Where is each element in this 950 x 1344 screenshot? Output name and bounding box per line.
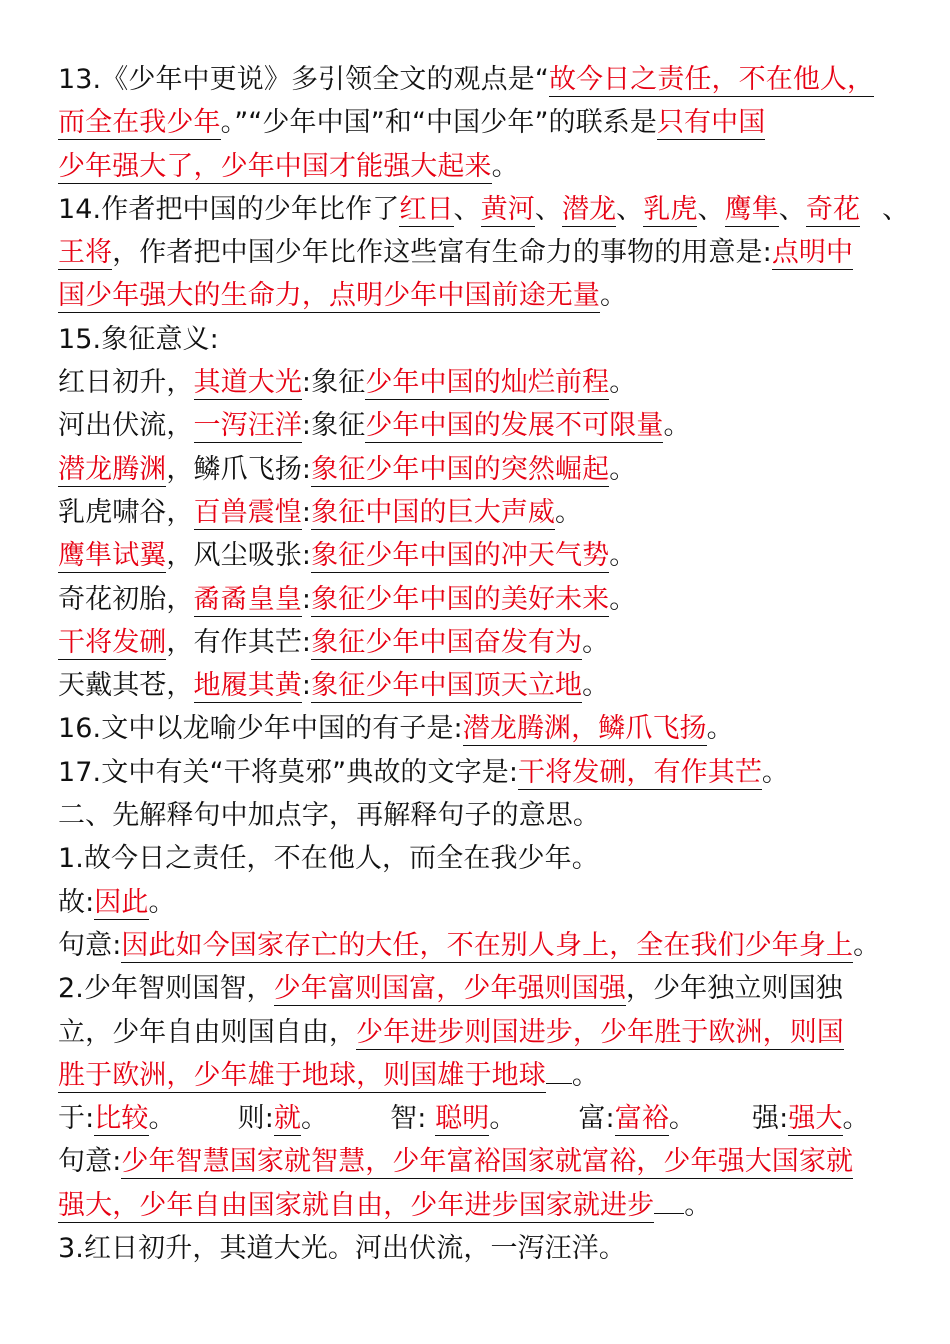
s2-meaning-line-2 — [58, 1184, 894, 1227]
s2-word-answer: 比较 — [94, 1103, 149, 1135]
q13-line-1 — [58, 58, 894, 101]
s1-meaning-answer: 因此如今国家存亡的大任，不在别人身上，全在我们少年身上 — [121, 929, 854, 961]
s2-text-2: ，少年独立则国独 — [625, 973, 843, 1005]
q16-line — [58, 707, 894, 750]
q17-end: 。 — [761, 756, 790, 788]
q14-answer-part-2: 国少年强大的生命力，点明少年中国前途无量 — [58, 280, 600, 312]
q15-end: 。 — [609, 540, 637, 572]
s2-word-answer: 强大 — [788, 1103, 843, 1135]
q13-prompt-2: 。”“少年中国”和“中国少年”的联系是 — [220, 107, 657, 139]
q15-phrase-b: 百兽震惶 — [193, 496, 302, 528]
q15-colon: : — [301, 626, 312, 658]
q14-sep: 、 — [778, 193, 806, 225]
q13-end: 。 — [491, 150, 519, 182]
q14-sep: 、 — [616, 193, 644, 225]
q14-item: 王将 — [58, 237, 113, 269]
s1-word-label: 故: — [58, 886, 95, 918]
q13-answer-2-part-2: 少年强大了，少年中国才能强大起来 — [58, 150, 492, 182]
q14-line-2 — [58, 231, 894, 274]
s3-sentence: 3.红日初升，其道大光。河出伏流，一泻汪洋。 — [58, 1233, 626, 1265]
s2-word-label: 富: — [578, 1103, 615, 1135]
s1-meaning-label: 句意: — [58, 929, 122, 961]
q15-comma: ， — [166, 626, 194, 658]
q15-meaning: 象征中国的巨大声威 — [311, 496, 556, 528]
q15-comma: ， — [166, 540, 194, 572]
q15-phrase-b: 鳞爪飞扬 — [193, 453, 302, 485]
q17-answer: 干将发硎，有作其芒 — [518, 756, 762, 788]
s2-text: 2.少年智则国智， — [58, 973, 274, 1005]
q14-sep: 、 — [697, 193, 725, 225]
q15-comma: ， — [166, 367, 194, 399]
q15-meaning: 少年中国的灿烂前程 — [365, 367, 610, 399]
s1-meaning-line — [58, 924, 894, 967]
s2-word-answer: 就 — [273, 1103, 302, 1135]
q15-colon: : — [301, 670, 312, 702]
q15-row — [58, 664, 894, 707]
s2-meaning-end: 。 — [684, 1189, 712, 1221]
s2-meaning-line-1 — [58, 1140, 894, 1183]
q15-symbol-word: 象征 — [311, 410, 366, 442]
s2-answer-blank — [546, 1082, 572, 1084]
q15-comma: ， — [166, 496, 194, 528]
q15-phrase-a: 乳虎啸谷 — [58, 496, 167, 528]
q15-end: 。 — [609, 453, 637, 485]
s2-word-end: 。 — [668, 1103, 697, 1135]
q15-meaning: 少年中国的发展不可限量 — [365, 410, 664, 442]
s2-line-2 — [58, 1011, 894, 1054]
q15-comma: ， — [166, 670, 194, 702]
q15-colon: : — [301, 583, 312, 615]
q15-phrase-a: 鹰隼试翼 — [58, 540, 167, 572]
q14-sep: 、 — [453, 193, 481, 225]
s2-answer-part-1: 少年富则国富，少年强则国强 — [273, 973, 626, 1005]
s2-word-label: 于: — [58, 1103, 95, 1135]
s2-text-3: 立，少年自由则国自由， — [58, 1016, 357, 1048]
q15-phrase-b: 一泻汪洋 — [193, 410, 302, 442]
s2-meaning-blank — [654, 1212, 684, 1214]
s2-meaning-part-1: 少年智慧国家就智慧，少年富裕国家就富裕，少年强大国家就 — [121, 1146, 854, 1178]
s1-word-line — [58, 881, 894, 924]
q15-end: 。 — [609, 583, 637, 615]
s2-word-answer: 聪明 — [435, 1103, 490, 1135]
q15-colon: : — [301, 496, 312, 528]
s1-sentence: 1.故今日之责任，不在他人，而全在我少年。 — [58, 843, 599, 875]
q14-sep: 、 — [882, 193, 910, 225]
q13-line-3 — [58, 145, 894, 188]
q14-prompt: 14.作者把中国的少年比作了 — [58, 193, 400, 225]
q15-comma: ， — [166, 583, 194, 615]
q16-prompt: 16.文中以龙喻少年中国的有子是: — [58, 713, 463, 745]
q14-item: 乳虎 — [643, 193, 698, 225]
q14-line-1 — [58, 188, 910, 231]
q15-phrase-a: 干将发硎 — [58, 626, 167, 658]
q14-sep: 、 — [534, 193, 562, 225]
q14-item: 奇花 — [805, 193, 861, 225]
s2-word-label: 智: — [390, 1103, 436, 1135]
q13-answer-part-1: 故今日之责任，不在他人， — [548, 64, 875, 95]
q15-meaning: 象征少年中国的美好未来 — [311, 583, 610, 615]
q17-prompt: 17.文中有关“干将莫邪”典故的文字是: — [58, 756, 519, 788]
q14-item: 黄河 — [480, 193, 535, 225]
q14-answer-part-1: 点明中 — [771, 237, 854, 269]
s2-meaning-label: 句意: — [58, 1146, 122, 1178]
s2-line-3 — [58, 1054, 894, 1097]
q13-prompt: 13.《少年中更说》多引领全文的观点是“ — [58, 64, 549, 95]
q15-row — [58, 578, 894, 621]
q17-line — [58, 751, 894, 794]
q15-colon: : — [301, 367, 312, 399]
q15-colon: : — [301, 410, 312, 442]
s2-word-label: 强: — [752, 1103, 789, 1135]
q14-item: 红日 — [399, 193, 454, 225]
s2-answer-part-2: 少年进步则国进步，少年胜于欧洲，则国 — [356, 1016, 844, 1048]
q15-phrase-b: 其道大光 — [193, 367, 302, 399]
s2-word-end: 。 — [301, 1103, 329, 1135]
q13-line-2 — [58, 101, 894, 144]
q15-end: 。 — [663, 410, 691, 442]
q13-answer-part-2: 而全在我少年 — [58, 107, 221, 139]
s2-word-end: 。 — [148, 1103, 176, 1135]
s2-answer-part-3: 胜于欧洲，少年雄于地球，则国雄于地球 — [58, 1059, 546, 1091]
s2-meaning-part-2: 强大，少年自由国家就自由，少年进步国家就进步 — [58, 1189, 655, 1221]
q15-phrase-a: 奇花初胎 — [58, 583, 167, 615]
q15-row — [58, 621, 894, 664]
s1-word-end: 。 — [148, 886, 176, 918]
q15-symbol-word: 象征 — [311, 367, 366, 399]
q15-phrase-b: 风尘吸张 — [193, 540, 302, 572]
s2-end: 。 — [571, 1059, 599, 1091]
q15-colon: : — [301, 453, 312, 485]
q15-meaning: 象征少年中国奋发有为 — [311, 626, 583, 658]
q15-title: 15.象征意义: — [58, 323, 219, 355]
s1-meaning-end: 。 — [853, 929, 881, 961]
q15-meaning: 象征少年中国顶天立地 — [311, 670, 583, 702]
q14-item: 鹰隼 — [724, 193, 779, 225]
q14-end: 。 — [600, 280, 628, 312]
s2-word-label: 则: — [237, 1103, 274, 1135]
q15-end: 。 — [582, 626, 610, 658]
q15-row — [58, 361, 894, 404]
q15-phrase-b: 地履其黄 — [193, 670, 302, 702]
q15-meaning: 象征少年中国的突然崛起 — [311, 453, 610, 485]
q15-phrase-b: 矞矞皇皇 — [193, 583, 302, 615]
q15-comma: ， — [166, 453, 194, 485]
q16-answer: 潜龙腾渊，鳞爪飞扬 — [462, 713, 707, 745]
q15-phrase-a: 天戴其苍 — [58, 670, 167, 702]
s2-word-end: 。 — [489, 1103, 517, 1135]
q14-line-3 — [58, 274, 894, 317]
s2-words-line — [58, 1097, 894, 1140]
q14-item: 潜龙 — [561, 193, 617, 225]
q15-row — [58, 448, 894, 491]
s2-line-1 — [58, 967, 894, 1010]
q15-row — [58, 534, 894, 577]
s1-word-answer: 因此 — [94, 886, 149, 918]
section-2-title: 二、先解释句中加点字，再解释句子的意思。 — [58, 800, 600, 832]
q15-phrase-b: 有作其芒 — [193, 626, 302, 658]
q15-meaning: 象征少年中国的冲天气势 — [311, 540, 610, 572]
q15-end: 。 — [555, 496, 583, 528]
q13-answer-2-part-1: 只有中国 — [656, 107, 766, 139]
q15-row — [58, 491, 894, 534]
q15-phrase-a: 红日初升 — [58, 367, 167, 399]
q15-end: 。 — [609, 367, 637, 399]
q15-phrase-a: 河出伏流 — [58, 410, 167, 442]
q15-comma: ， — [166, 410, 194, 442]
q15-colon: : — [301, 540, 312, 572]
q15-phrase-a: 潜龙腾渊 — [58, 453, 167, 485]
s2-word-answer: 富裕 — [614, 1103, 669, 1135]
q15-row — [58, 404, 894, 447]
q15-end: 。 — [582, 670, 610, 702]
q14-prompt-2: ，作者把中国少年比作这些富有生命力的事物的用意是: — [112, 237, 772, 269]
q16-end: 。 — [706, 713, 734, 745]
s2-word-end: 。 — [842, 1103, 870, 1135]
